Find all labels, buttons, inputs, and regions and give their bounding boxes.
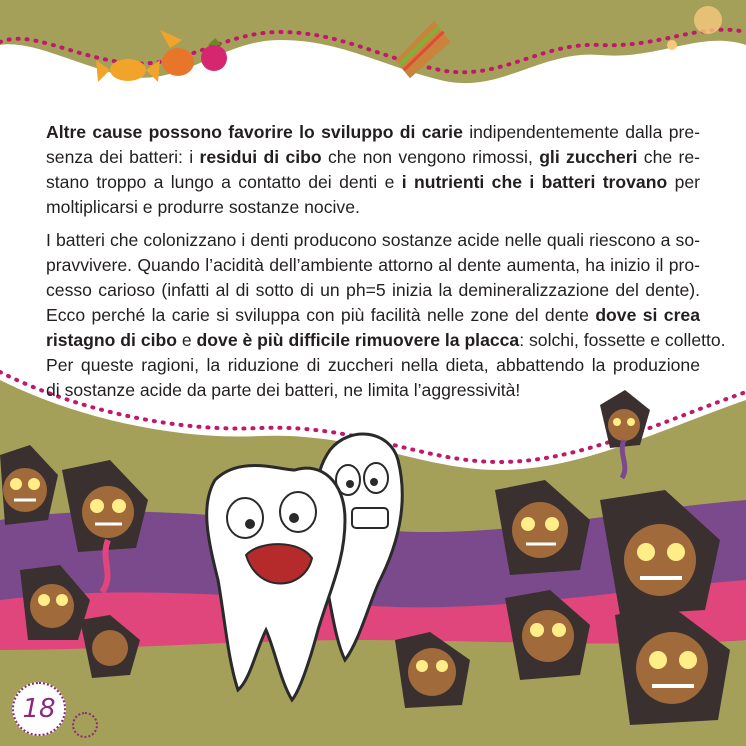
paragraph-causes bbox=[46, 120, 700, 220]
text-line: senza dei batteri: i residui di cibo che non vengono rimossi, gli zuccheri che re- bbox=[46, 147, 700, 167]
text-line: Per queste ragioni, la riduzione di zuccheri nella dieta, abbattendo la produzione bbox=[46, 355, 700, 375]
text-line: moltiplicarsi e produrre sostanze nocive. bbox=[46, 197, 360, 217]
text-line: di sostanze acide da parte dei batteri, ne limita l’aggressività! bbox=[46, 380, 521, 400]
crumb-dot bbox=[474, 32, 478, 36]
text-line: cesso carioso (infatti al di sotto di un ph=5 inizia la demineralizzazione del dente). bbox=[46, 280, 700, 300]
decor-dotted-circle bbox=[72, 712, 98, 738]
decor-circle bbox=[694, 6, 722, 34]
text-line: pravvivere. Quando l’acidità dell’ambiente attorno al dente aumenta, ha inizio il pro- bbox=[46, 255, 700, 275]
text-line: stano troppo a lungo a contatto dei denti e i nutrienti che i batteri trovano per bbox=[46, 172, 700, 192]
text-line: Altre cause possono favorire lo sviluppo di carie indipendentemente dalla pre- bbox=[46, 122, 700, 142]
text-line: I batteri che colonizzano i denti producono sostanze acide nelle quali riescono a so- bbox=[46, 230, 700, 250]
paragraph-bacteria bbox=[46, 228, 726, 403]
text-line: Ecco perché la carie si sviluppa con più facilità nelle zone del dente dove si crea bbox=[46, 305, 700, 325]
crumb-dot bbox=[459, 17, 465, 23]
decor-dot bbox=[667, 40, 677, 50]
text-line: ristagno di cibo e dove è più difficile rimuovere la placca: solchi, fossette e colletto. bbox=[46, 330, 726, 350]
page-number: 18 bbox=[12, 682, 66, 736]
